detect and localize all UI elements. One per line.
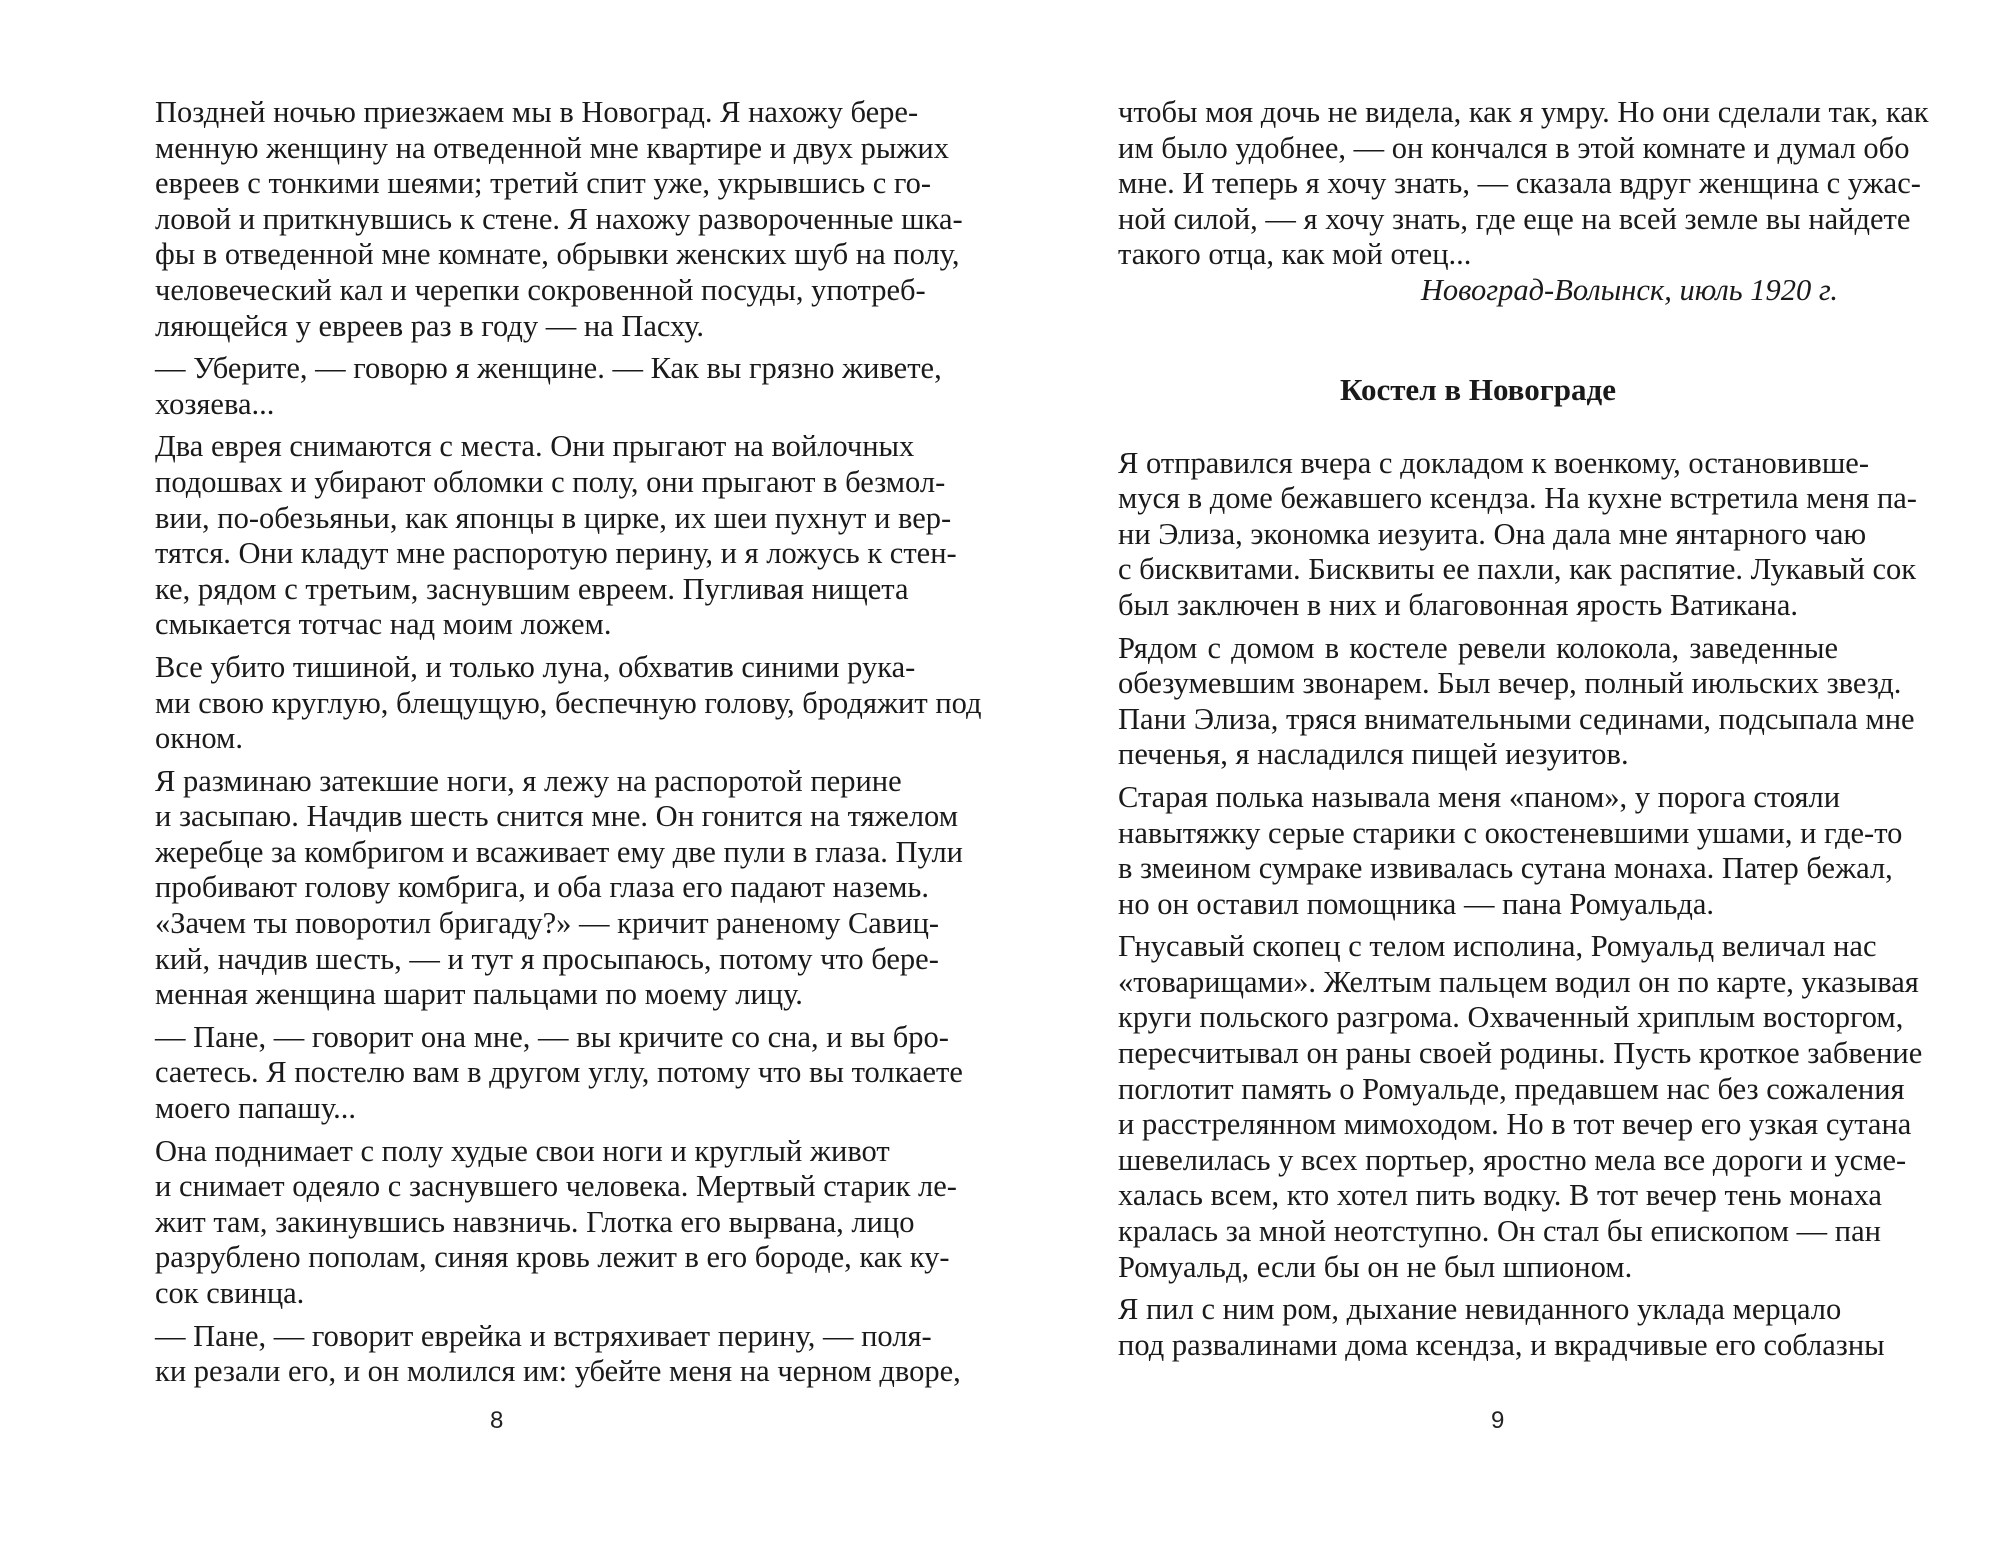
text-line: пересчитывал он раны своей родины. Пусть кроткое забвение bbox=[1118, 1036, 1923, 1071]
text-line: печенья, я насладился пищей иезуитов. bbox=[1118, 737, 1629, 772]
text-line: кралась за мной неотступно. Он стал бы епископом — пан bbox=[1118, 1214, 1881, 1249]
text-line: Гнусавый скопец с телом исполина, Ромуальд величал нас bbox=[1118, 929, 1877, 964]
text-line: Два еврея снимаются с места. Они прыгают на войлочных bbox=[155, 429, 915, 464]
text-line: жеребце за комбригом и всаживает ему две пули в глаза. Пули bbox=[155, 834, 963, 869]
text-line: пробивают голову комбрига, и оба глаза его падают наземь. bbox=[155, 870, 929, 905]
text-line: поглотит память о Ромуальде, предавшем нас без сожаления bbox=[1118, 1071, 1905, 1106]
text-line: халась всем, кто хотел пить водку. В тот вечер тень монаха bbox=[1118, 1178, 1882, 1213]
text-line: менная женщина шарит пальцами по моему лицу. bbox=[155, 977, 803, 1012]
text-line: разрублено пополам, синяя кровь лежит в его бороде, как ку- bbox=[155, 1240, 950, 1275]
paragraph bbox=[155, 429, 957, 643]
paragraph bbox=[155, 351, 942, 422]
text-line: Пани Элиза, тряся внимательными сединами, подсыпала мне bbox=[1118, 701, 1915, 736]
text-line: смыкается тотчас над моим ложем. bbox=[155, 607, 612, 642]
text-line: Я отправился вчера с докладом к военкому, остановивше- bbox=[1118, 445, 1870, 480]
text-line: и снимает одеяло с заснувшего человека. Мертвый старик ле- bbox=[155, 1169, 957, 1204]
paragraph bbox=[1118, 929, 1923, 1285]
paragraph bbox=[1118, 630, 1915, 773]
text-line: в змеином сумраке извивалась сутана монаха. Патер бежал, bbox=[1118, 851, 1893, 886]
chapter-body bbox=[1118, 445, 1923, 1364]
paragraph bbox=[1118, 1292, 1885, 1363]
text-line: ной силой, — я хочу знать, где еще на всей земле вы найдете bbox=[1118, 201, 1911, 236]
paragraph bbox=[155, 1133, 957, 1312]
paragraph bbox=[155, 1019, 963, 1127]
text-line: шевелилась у всех портьер, яростно мела все дороги и усме- bbox=[1118, 1142, 1907, 1177]
page-number-left: 8 bbox=[490, 1407, 504, 1434]
text-line: ловой и приткнувшись к стене. Я нахожу развороченные шка- bbox=[155, 201, 963, 236]
text-line: тятся. Они кладут мне распоротую перину, и я ложусь к стен- bbox=[155, 536, 957, 571]
text-line: «Зачем ты поворотил бригаду?» — кричит раненому Савиц- bbox=[155, 906, 940, 941]
text-line: мне. И теперь я хочу знать, — сказала вдруг женщина с ужас- bbox=[1118, 166, 1921, 201]
right-page bbox=[1000, 0, 2000, 1547]
text-line: фы в отведенной мне комнате, обрывки женских шуб на полу, bbox=[155, 237, 960, 272]
left-page-text bbox=[155, 95, 982, 1390]
text-line: обезумевшим звонарем. Был вечер, полный июльских звезд. bbox=[1118, 666, 1902, 701]
text-line: жит там, закинувшись навзничь. Глотка его вырвана, лицо bbox=[155, 1204, 915, 1239]
chapter-title: Костел в Новограде bbox=[1340, 371, 1616, 407]
text-line: круги польского разгрома. Охваченный хриплым восторгом, bbox=[1118, 1000, 1904, 1035]
story-signature: Новоград-Волынск, июль 1920 г. bbox=[1420, 272, 1838, 307]
text-line: муся в доме бежавшего ксендза. На кухне встретила меня па- bbox=[1118, 481, 1917, 516]
page-number-right: 9 bbox=[1491, 1407, 1505, 1434]
text-line: ни Элиза, экономка иезуита. Она дала мне янтарного чаю bbox=[1118, 516, 1867, 551]
text-line: окном. bbox=[155, 721, 243, 756]
text-line: — Уберите, — говорю я женщине. — Как вы грязно живете, bbox=[155, 351, 942, 386]
text-line: сок свинца. bbox=[155, 1276, 305, 1310]
text-line: ляющейся у евреев раз в году — на Пасху. bbox=[155, 308, 704, 343]
text-line: был заключен в них и благовонная ярость Ватикана. bbox=[1118, 587, 1799, 622]
text-line: Я разминаю затекшие ноги, я лежу на распоротой перине bbox=[155, 763, 902, 798]
text-line: Старая полька называла меня «паном», у порога стояли bbox=[1118, 779, 1841, 814]
text-line: и засыпаю. Начдив шесть снится мне. Он гонится на тяжелом bbox=[155, 799, 959, 834]
paragraph bbox=[1118, 445, 1917, 624]
text-line: но он оставил помощника — пана Ромуальда. bbox=[1118, 886, 1715, 921]
text-line: «товарищами». Желтым пальцем водил он по карте, указывая bbox=[1118, 964, 1919, 999]
text-line: с бисквитами. Бисквиты ее пахли, как распятие. Лукавый сок bbox=[1118, 552, 1917, 587]
text-line: — Пане, — говорит еврейка и встряхивает перину, — поля- bbox=[155, 1318, 932, 1353]
text-line: кий, начдив шесть, — и тут я просыпаюсь, потому что бере- bbox=[155, 941, 939, 976]
text-line: ми свою круглую, блещущую, беспечную голову, бродяжит под bbox=[155, 685, 982, 720]
text-line: менную женщину на отведенной мне квартире и двух рыжих bbox=[155, 130, 949, 165]
text-line: саетесь. Я постелю вам в другом углу, потому что вы толкаете bbox=[155, 1055, 963, 1090]
paragraph bbox=[155, 1318, 961, 1390]
text-line: под развалинами дома ксендза, и вкрадчивые его соблазны bbox=[1118, 1327, 1885, 1362]
text-line: хозяева... bbox=[155, 386, 275, 421]
text-line: им было удобнее, — он кончался в этой комнате и думал обо bbox=[1118, 130, 1910, 165]
text-line: вии, по-обезьяньи, как японцы в цирке, их шеи пухнут и вер- bbox=[155, 500, 952, 535]
text-line: Рядом с домом в костеле ревели колокола, заведенные bbox=[1118, 630, 1838, 665]
paragraph bbox=[1118, 779, 1903, 922]
text-line: ки резали его, и он молился им: убейте меня на черном дворе, bbox=[155, 1354, 961, 1389]
text-line: ке, рядом с третьим, заснувшим евреем. Пугливая нищета bbox=[155, 571, 909, 606]
text-line: подошвах и убирают обломки с полу, они прыгают в безмол- bbox=[155, 464, 946, 499]
text-line: евреев с тонкими шеями; третий спит уже, укрывшись с го- bbox=[155, 166, 932, 201]
text-line: Ромуальд, если бы он не был шпионом. bbox=[1118, 1249, 1633, 1284]
paragraph bbox=[155, 95, 963, 344]
text-line: Поздней ночью приезжаем мы в Новоград. Я нахожу бере- bbox=[155, 95, 919, 129]
text-line: Я пил с ним ром, дыхание невиданного уклада мерцало bbox=[1118, 1292, 1842, 1327]
text-line: Она поднимает с полу худые свои ноги и круглый живот bbox=[155, 1133, 890, 1168]
text-line: Все убито тишиной, и только луна, обхватив синими рука- bbox=[155, 649, 916, 684]
text-line: — Пане, — говорит она мне, — вы кричите со сна, и вы бро- bbox=[155, 1019, 949, 1054]
text-line: моего папашу... bbox=[155, 1091, 356, 1126]
text-line: и расстрелянном мимоходом. Но в тот вечер его узкая сутана bbox=[1118, 1107, 1912, 1142]
paragraph bbox=[155, 763, 963, 1013]
text-line: чтобы моя дочь не видела, как я умру. Но они сделали так, как bbox=[1118, 95, 1929, 129]
text-line: навытяжку серые старики с окостеневшими ушами, и где-то bbox=[1118, 815, 1903, 850]
paragraph bbox=[155, 649, 982, 757]
opening-paragraph bbox=[1118, 95, 1929, 273]
right-page-text bbox=[1118, 95, 1929, 1363]
text-line: человеческий кал и черепки сокровенной посуды, употреб- bbox=[155, 272, 926, 307]
text-line: такого отца, как мой отец... bbox=[1118, 237, 1472, 272]
